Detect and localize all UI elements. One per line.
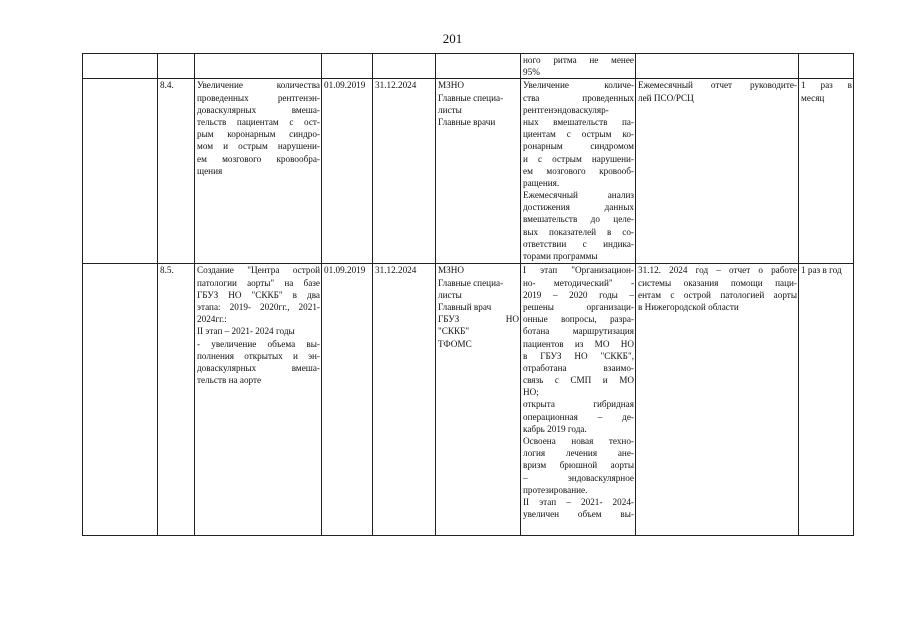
cell-start-date: 01.09.2019 <box>322 264 373 536</box>
text-line: II этап – 2021- 2024- <box>523 497 634 507</box>
text-line: ронарным синдромом <box>523 141 634 152</box>
text-line: пациентов из МО НО <box>523 338 634 349</box>
text-line: ных вмешательств па- <box>523 116 634 127</box>
text-line: 95% <box>523 67 540 78</box>
text-line: щения <box>197 165 223 176</box>
cell-end-date: 31.12.2024 <box>373 79 436 264</box>
text-line: ентам с острой патологией аорты <box>638 289 797 300</box>
table-row-8-5 <box>83 264 854 536</box>
cell-number: 8.5. <box>158 264 195 536</box>
text-line: Создание "Центра острой <box>197 265 320 276</box>
text-line: вых показателей в со- <box>523 226 634 237</box>
text-line: доваскулярных вмеша- <box>197 362 320 373</box>
text-line: Освоена новая техно- <box>523 436 634 447</box>
text-line: лей ПСО/РСЦ <box>638 92 694 103</box>
text-line: кабрь 2019 года. <box>523 423 587 434</box>
text-line: II этап – 2021- 2024 годы <box>197 326 295 337</box>
text-line: мом и острым нарушени- <box>197 141 320 152</box>
text-line: Главные специа- <box>438 277 504 288</box>
text-line: вмешательств до целе- <box>523 214 634 225</box>
cell-empty <box>83 264 158 536</box>
text-line: циентам с острым ко- <box>523 129 634 140</box>
text-line: ного ритма не менее <box>523 55 634 65</box>
page-number: 201 <box>442 31 463 46</box>
text-line: ГБУЗ НО "СККБ" в два <box>197 289 320 300</box>
cell-empty <box>636 54 799 79</box>
text-line: но- методический" - <box>523 277 634 288</box>
cell-empty <box>158 54 195 79</box>
text-line: достижения данных <box>523 202 634 213</box>
plan-table <box>82 53 854 536</box>
text-line: тельств на аорте <box>197 375 262 386</box>
text-line: Ежемесячный отчет руководите- <box>638 80 797 91</box>
cell-empty <box>799 54 854 79</box>
text-line: рым коронарным синдро- <box>197 129 320 140</box>
text-line: ства проведенных <box>523 92 634 103</box>
text-line: Увеличение количества <box>197 80 320 91</box>
text-line: ботана маршрутизация <box>523 326 634 337</box>
text-line: доваскулярных вмеша- <box>197 104 320 115</box>
cell-number: 8.4. <box>158 79 195 264</box>
text-line: МЗНО <box>438 265 465 276</box>
text-line: полнения открытых и эн- <box>197 350 320 361</box>
cell-empty <box>322 54 373 79</box>
text-line: месяц <box>801 92 825 103</box>
text-line: 1 раз в год <box>801 265 842 276</box>
cell-result <box>521 79 636 264</box>
cell-measure <box>195 264 322 536</box>
cell-responsible <box>436 79 521 264</box>
text-line: листы <box>438 289 462 300</box>
cell-start-date: 01.09.2019 <box>322 79 373 264</box>
cell-empty <box>195 54 322 79</box>
text-line: I этап "Организацион- <box>523 265 634 276</box>
text-line: онные вопросы, разра- <box>523 314 634 325</box>
text-line: 1 раз в <box>801 80 852 91</box>
text-line: проведенных рентгенэн- <box>197 92 320 103</box>
text-line: операционная – де- <box>523 411 634 422</box>
cell-control <box>636 264 799 536</box>
text-line: протезирование. <box>523 484 588 495</box>
text-line: 2019 – 2020 годы – <box>523 289 634 300</box>
text-line: ТФОМС <box>438 338 472 349</box>
cell-result <box>521 54 636 79</box>
text-line: Главные специа- <box>438 92 504 103</box>
table-row-8-4 <box>83 79 854 264</box>
text-line: Главные врачи <box>438 117 496 127</box>
text-line: решены организаци- <box>523 301 634 312</box>
cell-measure <box>195 79 322 264</box>
text-line: ем мозгового кровооб- <box>523 165 634 176</box>
cell-empty <box>83 54 158 79</box>
cell-empty <box>83 79 158 264</box>
text-line: отработана взаимо- <box>523 362 634 373</box>
cell-periodicity <box>799 264 854 536</box>
text-line: увеличен объем вы- <box>523 509 634 520</box>
cell-empty <box>436 54 521 79</box>
text-line: открыта гибридная <box>523 399 634 410</box>
cell-end-date: 31.12.2024 <box>373 264 436 536</box>
text-line: "СККБ" <box>438 326 470 337</box>
text-line: системы оказания помощи паци- <box>638 277 797 288</box>
cell-control <box>636 79 799 264</box>
text-line: 31.12. 2024 год – отчет о работе <box>638 265 797 276</box>
text-line: НО; <box>523 387 539 398</box>
table-row-continuation <box>83 54 854 79</box>
text-line: МЗНО <box>438 80 465 91</box>
text-line: - увеличение объема вы- <box>197 338 320 349</box>
cell-responsible <box>436 264 521 536</box>
text-line: Главный врач <box>438 302 492 312</box>
text-line: торами программы <box>523 251 598 262</box>
text-line: патологии аорты" на базе <box>197 277 320 288</box>
text-line: логия лечения ане- <box>523 448 634 459</box>
text-line: 2024гг.: <box>197 314 227 325</box>
text-line: ответствии с индика- <box>523 238 634 249</box>
text-line: связь с СМП и МО <box>523 375 634 386</box>
text-line: тельств пациентам с ост- <box>197 116 320 127</box>
cell-periodicity <box>799 79 854 264</box>
text-line: вризм брюшной аорты <box>523 460 634 471</box>
text-line: этапа: 2019- 2020гг., 2021- <box>197 301 320 312</box>
text-line: рентгенэндоваскуляр- <box>523 104 609 115</box>
text-line: ГБУЗ НО <box>438 314 519 325</box>
text-line: – эндоваскулярное <box>523 472 634 483</box>
cell-empty <box>373 54 436 79</box>
text-line: листы <box>438 104 462 115</box>
text-line: и с острым нарушени- <box>523 153 634 164</box>
text-line: в Нижегородской области <box>638 301 739 312</box>
text-line: Ежемесячный анализ <box>523 190 634 201</box>
text-line: в ГБУЗ НО "СККБ", <box>523 350 634 361</box>
text-line: ем мозгового кровообра- <box>197 153 320 164</box>
text-line: ращения. <box>523 177 560 188</box>
cell-result <box>521 264 636 536</box>
text-line: Увеличение количе- <box>523 80 634 91</box>
